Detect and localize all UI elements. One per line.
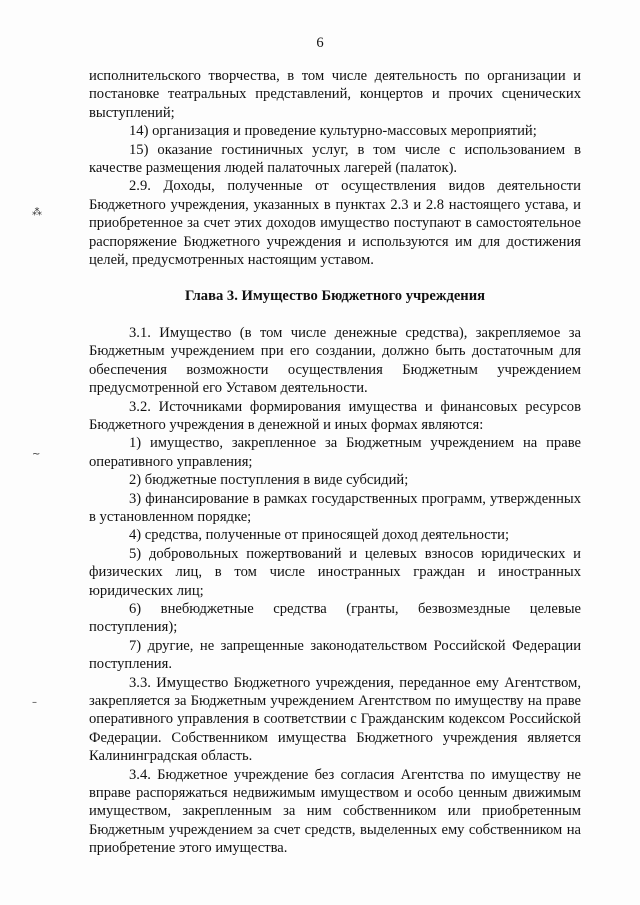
paragraph: 3.2. Источниками формирования имущества и финансовых ресурсов Бюджетного учреждения в денежной и иных формах являются: [89,398,581,433]
list-item: 3) финансирование в рамках государственных программ, утвержденных в установленном порядке; [89,490,581,525]
paragraph: 3.3. Имущество Бюджетного учреждения, переданное ему Агентством, закрепляется за Бюджетным учреждением Агентством по имуществу на праве оперативного управления в соответствии с Гражданским кодексом Российской Федерации. Собственником имущества Бюджетного учреждения является Калининградская область. [89,674,581,765]
scan-mark: – [32,697,37,708]
list-item: 1) имущество, закрепленное за Бюджетным учреждением на праве оперативного управления; [89,435,581,470]
paragraph: 15) оказание гостиничных услуг, в том числе с использованием в качестве размещения людей палаточных лагерей (палаток). [89,141,581,177]
document-body [89,67,581,858]
paragraph: 3.4. Бюджетное учреждение без согласия Агентства по имуществу не вправе распоряжаться недвижимым имуществом и особо ценным движимым имуществом, закрепленным за ним собственником или приобретенным Бюджетным учреждением за счет средств, выделенных ему собственником на приобретение этого имущества. [89,766,581,857]
paragraph: 2.9. Доходы, полученные от осуществления видов деятельности Бюджетного учреждения, указанных в пунктах 2.3 и 2.8 настоящего устава, и приобретенное за счет этих доходов имущество поступают в самостоятельное распоряжение Бюджетного учреждения и используются им для достижения целей, предусмотренных настоящим уставом. [89,178,581,269]
list-item: 4) средства, полученные от приносящей доход деятельности; [129,527,510,544]
scan-mark: ⁂ [32,207,42,218]
list-item: 6) внебюджетные средства (гранты, безвозмездные целевые поступления); [89,600,581,636]
paragraph: исполнительского творчества, в том числе деятельность по организации и постановке театральных представлений, концертов и прочих сценических выступлений; [89,68,581,121]
paragraph: 14) организация и проведение культурно-массовых мероприятий; [129,123,537,140]
scan-mark: ~ [32,449,41,460]
list-item: 7) другие, не запрещенные законодательством Российской Федерации поступления. [89,637,581,673]
paragraph: 3.1. Имущество (в том числе денежные средства), закрепляемое за Бюджетным учреждением при его создании, должно быть достаточным для обеспечения возможности осуществления Бюджетным учреждением предусмотренной его Уставом деятельности. [89,324,581,397]
list-item: 5) добровольных пожертвований и целевых взносов юридических и физических лиц, в том числе иностранных граждан и иностранных юридических лиц; [89,545,581,599]
list-item: 2) бюджетные поступления в виде субсидий; [129,472,409,489]
chapter-title: Глава 3. Имущество Бюджетного учреждения [184,288,486,305]
page-number: 6 [316,35,324,51]
